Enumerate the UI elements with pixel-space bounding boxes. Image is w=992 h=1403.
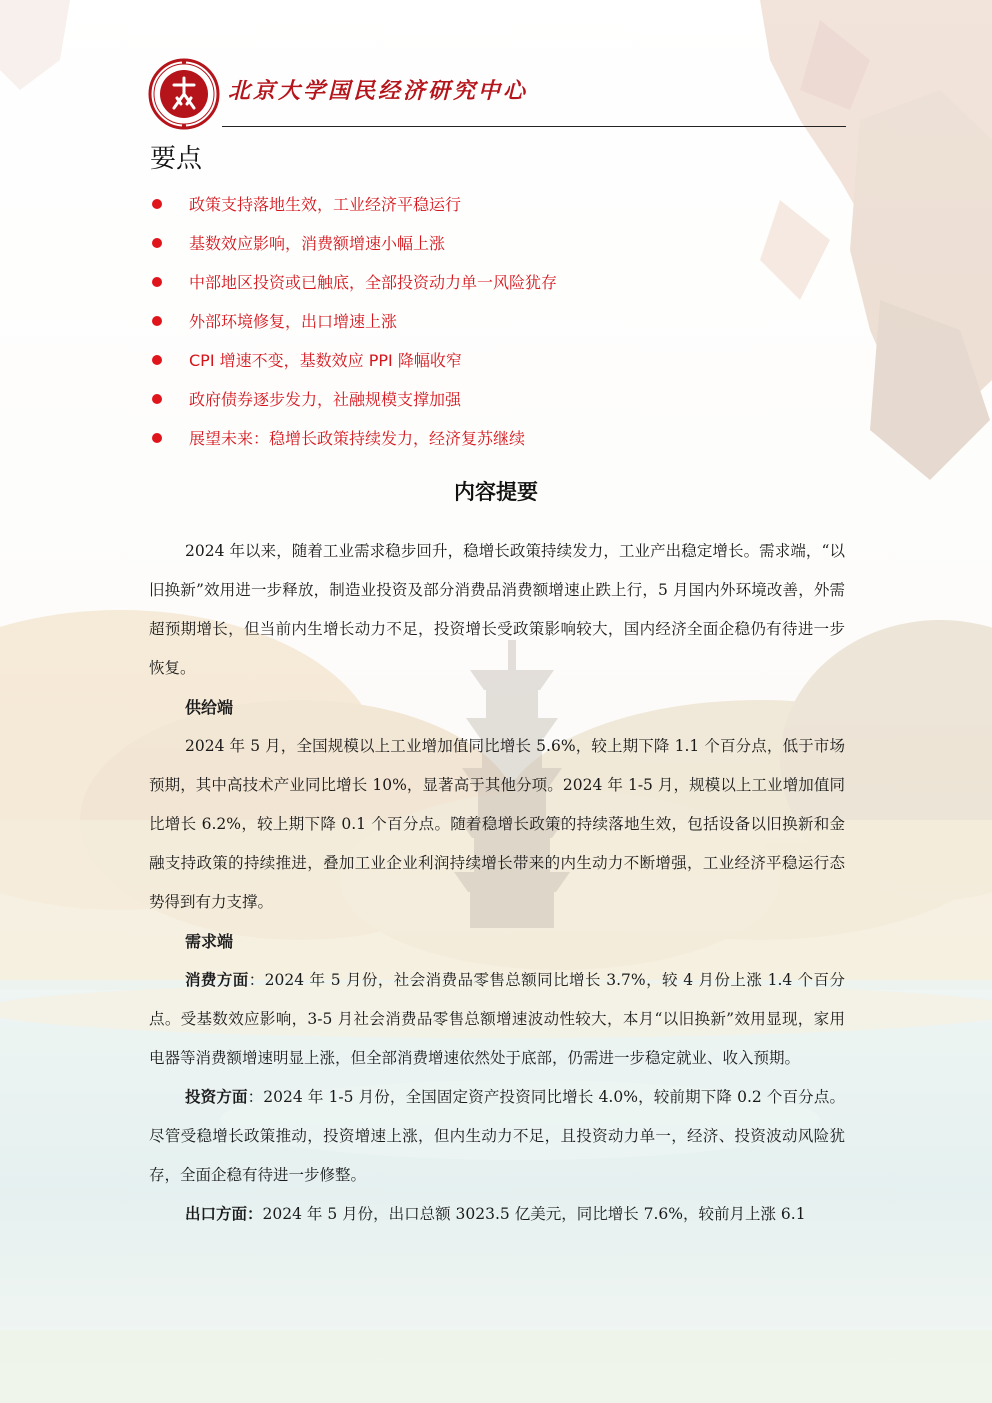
keypoint-item (150, 184, 557, 223)
keypoint-item (150, 379, 557, 418)
bullet-icon (152, 355, 162, 365)
keypoint-item (150, 301, 557, 340)
export-text: 2024 年 5 月份，出口总额 3023.5 亿美元，同比增长 7.6%，较前月上涨 6.1 (262, 1205, 806, 1223)
keypoint-text: 中部地区投资或已触底，全部投资动力单一风险犹存 (189, 273, 558, 292)
supply-heading: 供给端 (185, 698, 234, 717)
intro-paragraph: 2024 年以来，随着工业需求稳步回升，稳增长政策持续发力，工业产出稳定增长。需求端，“以旧换新”效用进一步释放，制造业投资及部分消费品消费额增速止跌上行，5 月国内外环境改善，外需超预期增长，但当前内生增长动力不足，投资增长受政策影响较大，国内经济全面企稳仍有待进一步恢复。 (149, 542, 845, 677)
bullet-icon (152, 238, 162, 248)
summary-title: 内容提要 (454, 480, 538, 504)
consumption-label: 消费方面 (185, 971, 249, 989)
export-label: 出口方面： (185, 1205, 263, 1223)
peking-university-seal-icon (148, 58, 220, 130)
consumption-paragraph (149, 961, 845, 1078)
keypoint-text: 政府债券逐步发力，社融规模支撑加强 (189, 390, 462, 409)
bullet-icon (152, 277, 162, 287)
investment-text: ：2024 年 1-5 月份，全国固定资产投资同比增长 4.0%，较前期下降 0.2 个百分点。尽管受稳增长政策推动，投资增速上涨，但内生动力不足，且投资动力单一，经济、投资波动风险犹存，全面企稳有待进一步修整。 (149, 1088, 845, 1184)
demand-heading: 需求端 (185, 932, 234, 951)
keypoint-item (150, 223, 557, 262)
keypoint-text: 展望未来：稳增长政策持续发力，经济复苏继续 (189, 429, 526, 448)
keypoints-list (150, 184, 557, 457)
consumption-text: ：2024 年 5 月份，社会消费品零售总额同比增长 3.7%，较 4 月份上涨 1.4 个百分点。受基数效应影响，3-5 月社会消费品零售总额增速波动性较大，本月“以旧换新”效用显现，家用电器等消费额增速明显上涨，但全部消费增速依然处于底部，仍需进一步稳定就业、收入预期。 (149, 971, 845, 1067)
header-divider (222, 126, 846, 127)
bullet-icon (152, 199, 162, 209)
keypoint-item (150, 340, 557, 379)
keypoint-text: CPI 增速不变，基数效应 PPI 降幅收窄 (189, 351, 462, 370)
keypoint-item (150, 418, 557, 457)
investment-paragraph (149, 1078, 845, 1195)
organization-name: 北京大学国民经济研究中心 (228, 78, 529, 104)
export-paragraph (149, 1195, 845, 1234)
bullet-icon (152, 316, 162, 326)
investment-label: 投资方面 (185, 1088, 248, 1106)
bullet-icon (152, 433, 162, 443)
keypoints-title: 要点 (150, 144, 203, 174)
keypoint-text: 政策支持落地生效，工业经济平稳运行 (189, 195, 462, 214)
keypoint-item (150, 262, 557, 301)
supply-paragraph: 2024 年 5 月，全国规模以上工业增加值同比增长 5.6%，较上期下降 1.1 个百分点，低于市场预期，其中高技术产业同比增长 10%，显著高于其他分项。2024 年 1-5 月，规模以上工业增加值同比增长 6.2%，较上期下降 0.1 个百分点。随着稳增长政策的持续落地生效，包括设备以旧换新和金融支持政策的持续推进，叠加工业企业利润持续增长带来的内生动力不断增强，工业经济平稳运行态势得到有力支撑。 (149, 737, 845, 911)
keypoint-text: 外部环境修复，出口增速上涨 (189, 312, 398, 331)
summary-body (149, 532, 845, 1234)
report-header (148, 58, 846, 128)
keypoint-text: 基数效应影响，消费额增速小幅上涨 (189, 234, 446, 253)
bullet-icon (152, 394, 162, 404)
